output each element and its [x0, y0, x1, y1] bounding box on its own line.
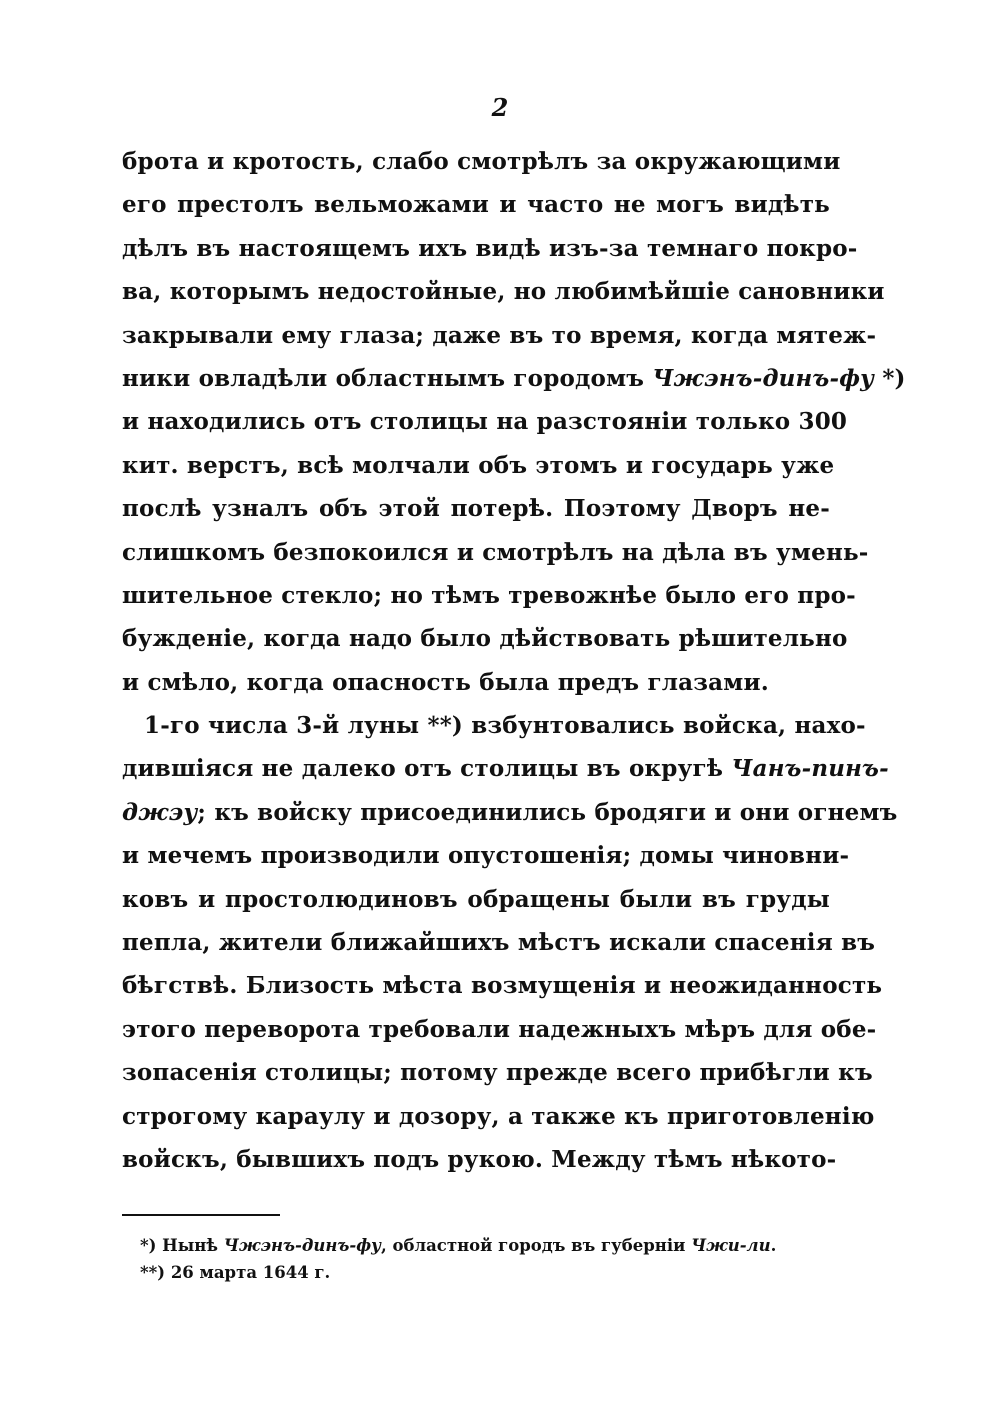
text-line: и находились отъ столицы на разстояніи только 300 [122, 408, 848, 436]
text-line: его престолъ вельможами и часто не могъ видѣть [122, 191, 830, 219]
footnote-text: . [770, 1236, 777, 1255]
main-text [122, 140, 906, 1181]
place-name-italic: Чжэнъ-динъ-фу [652, 364, 875, 392]
text-line: этого переворота требовали надежныхъ мѣръ для обе- [122, 1015, 877, 1043]
text-line: ковъ и простолюдиновъ обращены были въ груды [122, 885, 830, 913]
text-line: зопасенія столицы; потому прежде всего прибѣгли къ [122, 1059, 873, 1087]
text-line: кит. верстъ, всѣ молчали объ этомъ и государь уже [122, 451, 835, 479]
paragraph-start-line: 1-го числа 3-й луны **) взбунтовались войска, нахо- [144, 712, 866, 740]
text-line: шительное стекло; но тѣмъ тревожнѣе было его про- [122, 581, 856, 609]
text-line: брота и кротость, слабо смотрѣлъ за окружающими [122, 148, 841, 175]
footnote-text: , областной городъ въ губерніи [380, 1236, 692, 1255]
text-line: войскъ, бывшихъ подъ рукою. Между тѣмъ нѣкото- [122, 1145, 837, 1173]
footnote-mark: *) [140, 1236, 157, 1255]
footnote-text: 26 марта 1644 г. [165, 1263, 331, 1282]
place-name-italic: джэу [122, 798, 198, 826]
text-line: бужденіе, когда надо было дѣйствовать рѣшительно [122, 625, 848, 653]
text-line [122, 357, 906, 400]
text-segment: ники овладѣли областнымъ городомъ [122, 364, 645, 392]
text-line: послѣ узналъ объ этой потерѣ. Поэтому Дворъ не- [122, 495, 830, 523]
footnote-1 [140, 1232, 830, 1259]
text-line: закрывали ему глаза; даже въ то время, когда мятеж- [122, 321, 877, 349]
page-number: 2 [491, 93, 509, 122]
place-name-italic: Чанъ-пинъ- [731, 755, 889, 783]
footnotes [140, 1232, 830, 1286]
footnote-2 [140, 1259, 830, 1286]
text-line [122, 747, 889, 790]
text-line: пепла, жители ближайшихъ мѣстъ искали спасенія въ [122, 929, 876, 957]
text-line [122, 791, 898, 834]
place-name-italic: Чжэнъ-динъ-фу [223, 1236, 381, 1255]
footnote-divider [122, 1214, 280, 1216]
footnote-mark: **) [140, 1263, 166, 1282]
text-line: дѣлъ въ настоящемъ ихъ видѣ изъ-за темнаго покро- [122, 234, 858, 262]
footnote-text: Нынѣ [156, 1236, 224, 1255]
text-line: бѣгствѣ. Близость мѣста возмущенія и неожиданность [122, 972, 883, 1000]
text-line: и мечемъ производили опустошенія; домы чиновни- [122, 842, 850, 870]
text-line: строгому караулу и дозору, а также къ приготовленію [122, 1102, 875, 1130]
text-segment: ; къ войску присоединились бродяги и они огнемъ [197, 798, 898, 826]
text-segment: дившіяся не далеко отъ столицы въ округѣ [122, 755, 724, 783]
footnote-ref: *) [874, 364, 906, 392]
text-line: слишкомъ безпокоился и смотрѣлъ на дѣла въ умень- [122, 538, 869, 566]
place-name-italic: Чжи-ли [691, 1236, 771, 1255]
text-line: и смѣло, когда опасность была предъ глазами. [122, 668, 769, 696]
text-line: ва, которымъ недостойные, но любимѣйшіе сановники [122, 278, 885, 306]
